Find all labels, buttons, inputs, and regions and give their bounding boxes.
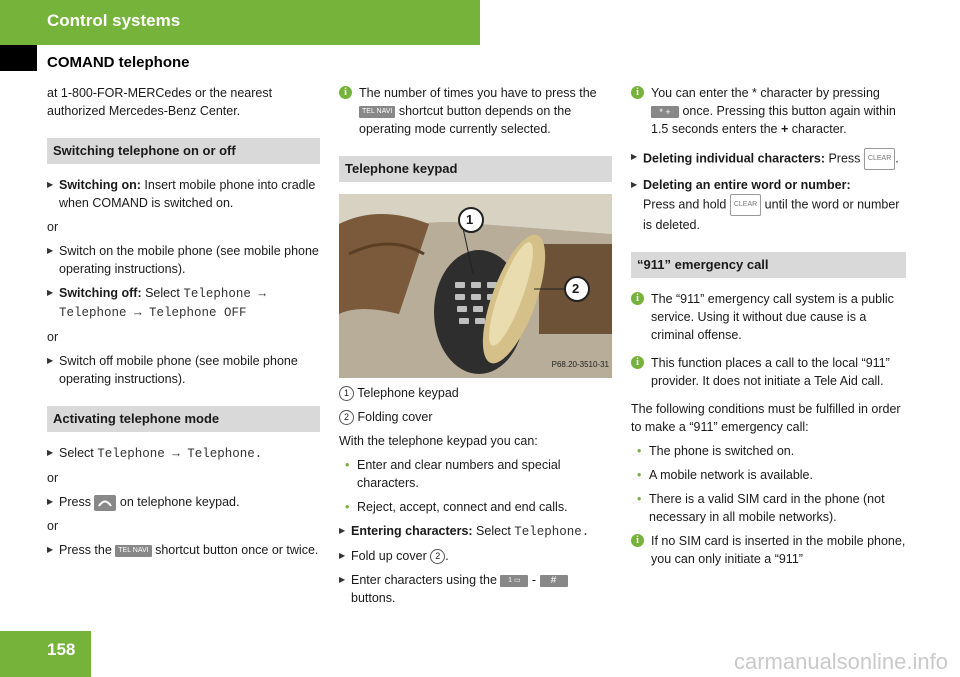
text: Enter characters using the bbox=[351, 573, 501, 587]
text: Press bbox=[59, 495, 95, 509]
text: If no SIM card is inserted in the mobile phone, you can only initiate a “911” bbox=[651, 534, 906, 566]
text: once. Pressing this button again within 1.5 seconds enters the bbox=[651, 104, 896, 136]
label: Entering characters: bbox=[351, 524, 473, 538]
text: shortcut button depends on the operating mode currently selected. bbox=[359, 104, 572, 136]
callout-1: 1 bbox=[466, 212, 474, 227]
step-switch-on-alt: ▶ Switch on the mobile phone (see mobile phone operating instructions). bbox=[47, 242, 320, 278]
info-icon: i bbox=[339, 86, 352, 99]
section-title: Control systems bbox=[47, 11, 181, 30]
clear-button-icon: CLEAR bbox=[730, 194, 761, 216]
info-note bbox=[339, 84, 612, 138]
callout-marker-1: 1 bbox=[339, 386, 354, 401]
step-delete-char bbox=[631, 148, 906, 170]
label: Deleting an entire word or number: bbox=[643, 178, 851, 192]
label: Switching off: bbox=[59, 286, 142, 300]
text: Press and hold bbox=[643, 197, 730, 212]
text: You can enter the * character by pressing bbox=[651, 86, 880, 100]
column-1 bbox=[47, 84, 320, 565]
watermark: carmanualsonline.info bbox=[733, 649, 948, 674]
text: Fold up cover bbox=[351, 549, 431, 563]
info-icon: i bbox=[631, 86, 644, 99]
info-note-911 bbox=[631, 290, 906, 344]
condition-item: • A mobile network is available. bbox=[637, 466, 906, 484]
text: Telephone keypad bbox=[357, 386, 459, 400]
keypad-capabilities-intro: With the telephone keypad you can: bbox=[339, 434, 538, 448]
step-activate-select bbox=[47, 444, 320, 463]
text: . bbox=[445, 549, 449, 563]
text: The “911” emergency call system is a public service. Using it without due cause is a criminal offense. bbox=[651, 292, 894, 342]
or-text: or bbox=[47, 471, 59, 485]
key-hash-button-icon: # bbox=[540, 575, 568, 587]
text: - bbox=[528, 573, 540, 587]
text: on telephone keypad. bbox=[116, 495, 240, 509]
info-icon: i bbox=[631, 534, 644, 547]
text: until the word or number is deleted. bbox=[643, 197, 900, 232]
column-3 bbox=[631, 84, 906, 578]
clear-button-icon: CLEAR bbox=[864, 148, 895, 170]
info-icon: i bbox=[631, 292, 644, 305]
step-entering bbox=[339, 522, 612, 541]
text: shortcut button once or twice. bbox=[151, 543, 319, 557]
callout-marker-2: 2 bbox=[430, 549, 445, 564]
star-plus-button-icon: * + bbox=[651, 106, 679, 118]
label: Switching on: bbox=[59, 178, 141, 192]
tel-navi-button-icon: TEL NAVI bbox=[115, 545, 151, 557]
step-switch-off bbox=[47, 284, 320, 322]
text: Press bbox=[825, 151, 864, 166]
step-activate-press bbox=[47, 493, 320, 511]
text: This function places a call to the local “911” provider. It does not initiate a Tele Aid call. bbox=[651, 356, 890, 388]
menu-path: Telephone → Telephone. bbox=[97, 447, 263, 461]
info-icon: i bbox=[631, 356, 644, 369]
info-note-provider bbox=[631, 354, 906, 390]
or-text: or bbox=[47, 519, 59, 533]
text: Press the bbox=[59, 543, 116, 557]
text: Select bbox=[472, 524, 515, 538]
intro-text: at 1-800-FOR-MERCedes or the nearest authorized Mercedes-Benz Center. bbox=[47, 86, 273, 118]
step-delete-word bbox=[631, 176, 906, 234]
info-note-sim bbox=[631, 532, 906, 568]
step-activate-shortcut bbox=[47, 541, 320, 559]
step-switch-off-alt: ▶ Switch off mobile phone (see mobile phone operating instructions). bbox=[47, 352, 320, 388]
section-heading-switching: Switching telephone on or off bbox=[47, 138, 320, 164]
condition-item: • The phone is switched on. bbox=[637, 442, 906, 460]
menu-path: Telephone → Telephone → Telephone OFF bbox=[59, 287, 266, 320]
section-heading-activating: Activating telephone mode bbox=[47, 406, 320, 432]
page-number: 158 bbox=[47, 640, 76, 659]
header-bar bbox=[0, 0, 480, 45]
photo-code: P68.20-3510-31 bbox=[551, 360, 609, 369]
page-subtitle: COMAND telephone bbox=[47, 54, 190, 71]
column-2 bbox=[339, 84, 612, 613]
header-tab bbox=[0, 45, 37, 71]
step-enter-characters bbox=[339, 571, 612, 607]
text: character. bbox=[788, 122, 847, 136]
text: . bbox=[895, 151, 899, 166]
key-1-button-icon: 1 ▭ bbox=[500, 575, 528, 587]
text: The number of times you have to press the bbox=[359, 86, 597, 100]
label: Deleting individual characters: bbox=[643, 151, 825, 166]
keypad-photo bbox=[339, 194, 612, 378]
text: Select bbox=[141, 286, 184, 300]
section-heading-keypad: Telephone keypad bbox=[339, 156, 612, 182]
tel-navi-button-icon: TEL NAVI bbox=[359, 106, 395, 118]
or-text: or bbox=[47, 330, 59, 344]
phone-key-icon bbox=[94, 495, 116, 511]
callout-2: 2 bbox=[572, 281, 580, 296]
legend-2 bbox=[339, 408, 612, 426]
step-fold-cover bbox=[339, 547, 612, 565]
condition-item: • There is a valid SIM card in the phone (not necessary in all mobile networks). bbox=[637, 490, 906, 526]
conditions-intro: The following conditions must be fulfilled in order to make a “911” emergency call: bbox=[631, 402, 901, 434]
menu-path: Telephone. bbox=[514, 525, 590, 539]
callout-marker-2: 2 bbox=[339, 410, 354, 425]
text: Folding cover bbox=[357, 410, 433, 424]
or-text: or bbox=[47, 220, 59, 234]
capability-item: • Reject, accept, connect and end calls. bbox=[345, 498, 612, 516]
info-note-star bbox=[631, 84, 906, 138]
section-heading-911: “911” emergency call bbox=[631, 252, 906, 278]
page-number-box bbox=[0, 631, 91, 677]
text: Select bbox=[59, 446, 98, 460]
legend-1 bbox=[339, 384, 612, 402]
text: Insert mobile phone into cradle when COMAND is switched on. bbox=[59, 178, 316, 210]
step-switch-on bbox=[47, 176, 320, 212]
plus-char: + bbox=[780, 122, 789, 136]
text: buttons. bbox=[351, 591, 396, 605]
capability-item: • Enter and clear numbers and special characters. bbox=[345, 456, 612, 492]
